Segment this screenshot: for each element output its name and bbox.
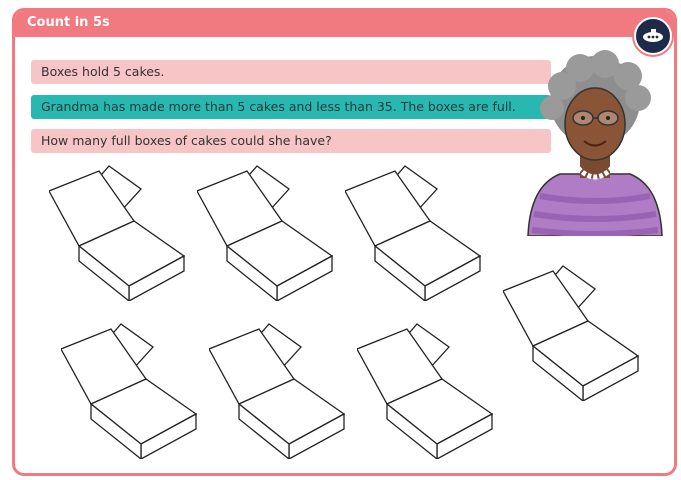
- open-cake-box-icon: [503, 261, 643, 401]
- open-cake-box-icon: [345, 161, 485, 301]
- open-cake-box-icon: [197, 161, 337, 301]
- slide-title: Count in 5s: [27, 15, 110, 30]
- grandma-icon: [520, 46, 670, 236]
- fact-strip-2: Grandma has made more than 5 cakes and less than 35. The boxes are full.: [31, 95, 551, 119]
- slide-frame: [12, 8, 677, 476]
- open-cake-box-icon: [61, 319, 201, 459]
- fact-strip-1: Boxes hold 5 cakes.: [31, 60, 551, 84]
- question-strip: How many full boxes of cakes could she have?: [31, 129, 551, 153]
- open-cake-box-icon: [209, 319, 349, 459]
- open-cake-box-icon: [49, 161, 189, 301]
- open-cake-box-icon: [357, 319, 497, 459]
- title-bar: [15, 11, 674, 37]
